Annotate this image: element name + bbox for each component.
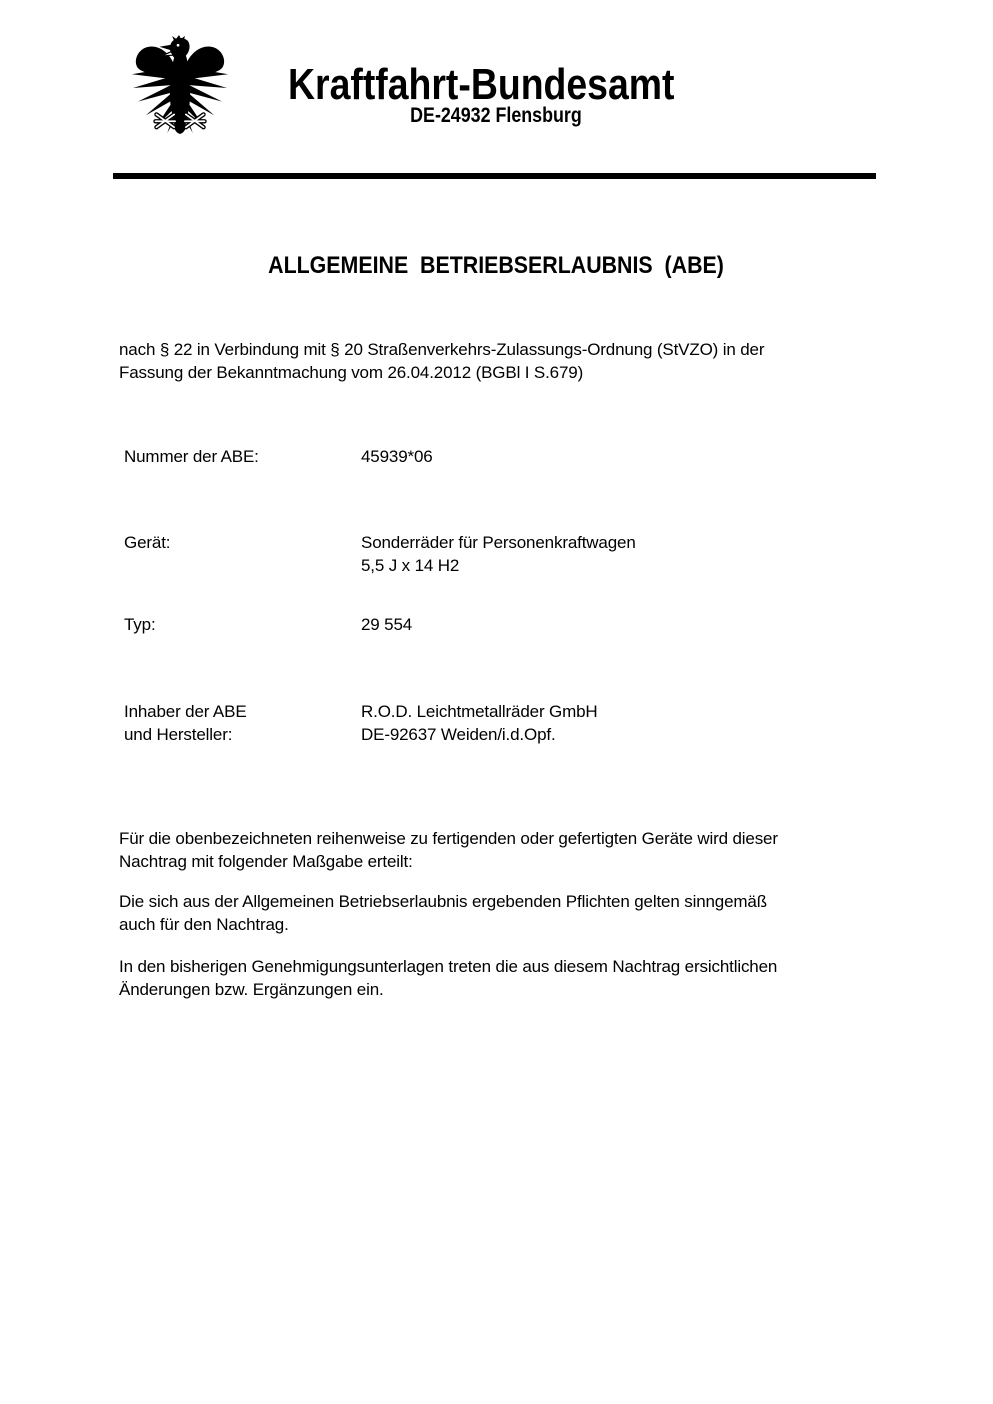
document-title-row xyxy=(0,252,993,280)
paragraph-line: Änderungen bzw. Ergänzungen ein. xyxy=(119,980,384,999)
paragraph-line: Nachtrag mit folgender Maßgabe erteilt: xyxy=(119,852,413,871)
field-value-geraet xyxy=(361,531,636,577)
legal-basis-line: nach § 22 in Verbindung mit § 20 Straßenverkehrs-Zulassungs-Ordnung (StVZO) in der xyxy=(119,340,765,359)
german-federal-eagle-icon xyxy=(128,35,232,135)
field-label-inhaber-und-hersteller xyxy=(124,700,247,746)
agency-header xyxy=(288,60,743,109)
field-value-line: 45939*06 xyxy=(361,447,433,466)
field-value-line: R.O.D. Leichtmetallräder GmbH xyxy=(361,702,598,721)
field-label-nummer-der-abe xyxy=(124,445,259,468)
field-value-line: Sonderräder für Personenkraftwagen xyxy=(361,533,636,552)
field-value-inhaber-und-hersteller xyxy=(361,700,598,746)
legal-basis-paragraph xyxy=(119,338,764,384)
paragraph-line: In den bisherigen Genehmigungsunterlagen treten die aus diesem Nachtrag ersichtlichen xyxy=(119,957,778,976)
paragraph-aenderungen xyxy=(119,955,777,1001)
agency-location-row xyxy=(288,104,704,127)
field-label-line: Gerät: xyxy=(124,533,171,552)
paragraph-line: Die sich aus der Allgemeinen Betriebserlaubnis ergebenden Pflichten gelten sinngemäß xyxy=(119,892,767,911)
legal-basis-line: Fassung der Bekanntmachung vom 26.04.2012 (BGBl I S.679) xyxy=(119,363,584,382)
paragraph-line: auch für den Nachtrag. xyxy=(119,915,289,934)
field-label-line: Typ: xyxy=(124,615,156,634)
paragraph-line: Für die obenbezeichneten reihenweise zu fertigenden oder gefertigten Geräte wird dieser xyxy=(119,829,778,848)
field-value-nummer-der-abe xyxy=(361,445,433,468)
field-label-geraet xyxy=(124,531,170,554)
field-value-line: DE-92637 Weiden/i.d.Opf. xyxy=(361,725,556,744)
field-value-line: 5,5 J x 14 H2 xyxy=(361,556,460,575)
paragraph-nachtrag-massgabe xyxy=(119,827,778,873)
field-value-line: 29 554 xyxy=(361,615,413,634)
field-label-line: Nummer der ABE: xyxy=(124,447,259,466)
header-rule xyxy=(113,173,876,179)
field-value-typ xyxy=(361,613,412,636)
agency-location: DE-24932 Flensburg xyxy=(410,104,582,127)
paragraph-pflichten xyxy=(119,890,767,936)
field-label-typ xyxy=(124,613,156,636)
document-title: ALLGEMEINE BETRIEBSERLAUBNIS (ABE) xyxy=(268,252,725,279)
field-label-line: Inhaber der ABE xyxy=(124,702,247,721)
agency-name: Kraftfahrt-Bundesamt xyxy=(288,60,675,109)
field-label-line: und Hersteller: xyxy=(124,725,233,744)
